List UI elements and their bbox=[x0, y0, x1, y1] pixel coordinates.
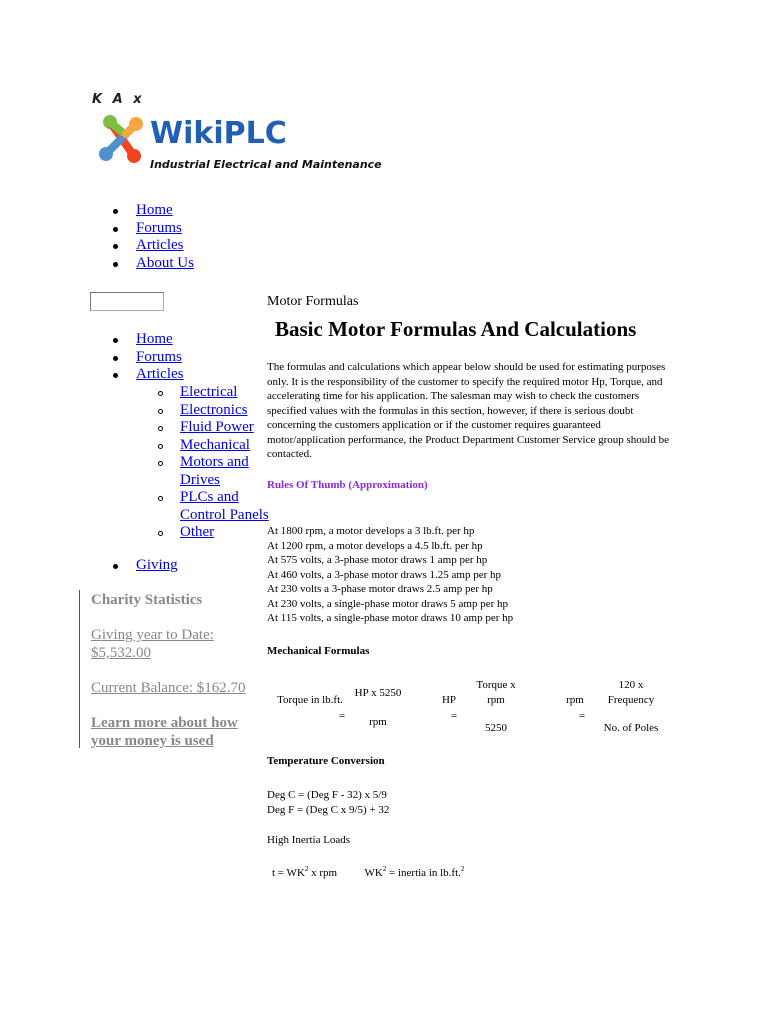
side-nav-item-giving bbox=[136, 557, 178, 575]
bullet-icon bbox=[113, 209, 118, 214]
rpm-numerator-1: 120 x bbox=[618, 679, 644, 691]
side-nav bbox=[136, 331, 266, 384]
learn-more bbox=[91, 714, 261, 750]
top-nav-link-forums[interactable]: Forums bbox=[136, 219, 182, 236]
side-nav-link-articles[interactable]: Articles bbox=[136, 366, 184, 382]
torque-denominator: rpm bbox=[369, 716, 387, 728]
circle-bullet-icon bbox=[158, 444, 163, 449]
current-balance bbox=[91, 679, 261, 697]
top-nav-link-home[interactable]: Home bbox=[136, 202, 173, 218]
logo-tagline: Industrial Electrical and Maintenance bbox=[150, 158, 382, 171]
articles-subnav bbox=[180, 384, 270, 542]
rules-heading: Rules Of Thumb (Approximation) bbox=[267, 479, 428, 491]
side-nav-giving bbox=[136, 557, 178, 575]
t-eq-sup: 2 bbox=[304, 865, 309, 873]
bullet-icon bbox=[113, 227, 118, 232]
rule-line: At 575 volts, a 3-phase motor draws 1 amp per hp bbox=[267, 554, 488, 566]
charity-stats-panel bbox=[79, 590, 261, 748]
side-nav-link-forums[interactable]: Forums bbox=[136, 348, 182, 365]
rule-line: At 230 volts a 3-phase motor draws 2.5 amp per hp bbox=[267, 583, 493, 595]
rpm-denominator: No. of Poles bbox=[603, 722, 659, 734]
rule-line: At 1200 rpm, a motor develops a 4.5 lb.ft. per hp bbox=[267, 539, 483, 552]
page-title: Basic Motor Formulas And Calculations bbox=[275, 317, 637, 341]
rpm-equals: = bbox=[578, 710, 586, 722]
subnav-link-motors[interactable]: Motors and Drives bbox=[180, 454, 249, 488]
rule-line: At 115 volts, a single-phase motor draws 10 amp per hp bbox=[267, 612, 514, 624]
torque-numerator: HP x 5250 bbox=[354, 687, 402, 699]
bullet-icon bbox=[113, 373, 118, 378]
subnav-link-other[interactable]: Other bbox=[180, 524, 215, 540]
hp-numerator-2: rpm bbox=[487, 694, 505, 706]
mechanical-heading: Mechanical Formulas bbox=[267, 645, 370, 657]
intro-paragraph: The formulas and calculations which appear below should be used for estimating purposes only. It is the responsibility of the customer to specify the required motor Hp, Torque, and accelerating time for his application. The salesman may wish to check the customers specified values with the formulas in this section, however, if there is serious doubt concerning the customers application or if the customer requires guaranteed motor/application performance, the Product Department Customer Service group should be contacted. bbox=[267, 361, 669, 460]
wk-suffix: = inertia in lb.ft. bbox=[386, 867, 461, 879]
bullet-icon bbox=[113, 338, 118, 343]
top-nav-link-articles[interactable]: Articles bbox=[136, 237, 184, 253]
circle-bullet-icon bbox=[158, 409, 163, 414]
temperature-formulas bbox=[267, 788, 389, 817]
giving-year-to-date bbox=[91, 626, 261, 662]
top-nav-item-forums bbox=[136, 220, 194, 238]
top-nav bbox=[136, 202, 194, 272]
subnav-link-plcs[interactable]: PLCs and Control Panels bbox=[180, 489, 269, 523]
logo-brand-text: WikiPLC bbox=[150, 116, 287, 151]
torque-label: Torque in lb.ft. bbox=[277, 694, 343, 706]
celsius-formula: Deg C = (Deg F - 32) x 5/9 bbox=[267, 789, 387, 801]
rule-line: At 1800 rpm, a motor develops a 3 lb.ft. per hp bbox=[267, 525, 475, 537]
circle-bullet-icon bbox=[158, 461, 163, 466]
top-nav-item-articles bbox=[136, 237, 194, 255]
top-nav-link-about[interactable]: About Us bbox=[136, 254, 194, 271]
rule-line: At 230 volts, a single-phase motor draws 5 amp per hp bbox=[267, 597, 509, 610]
side-nav-link-home[interactable]: Home bbox=[136, 331, 173, 347]
rpm-label: rpm bbox=[566, 694, 584, 706]
fahrenheit-formula: Deg F = (Deg C x 9/5) + 32 bbox=[267, 803, 390, 816]
subnav-link-electrical[interactable]: Electrical bbox=[180, 384, 238, 400]
hp-equals: = bbox=[450, 710, 458, 722]
learn-more-link[interactable]: Learn more about how your money is used bbox=[91, 715, 238, 749]
subnav-item-electronics bbox=[180, 402, 270, 420]
current-balance-link[interactable]: Current Balance: $162.70 bbox=[91, 680, 246, 696]
subnav-item-motors bbox=[180, 454, 270, 489]
subnav-item-mechanical bbox=[180, 437, 270, 455]
hp-denominator: 5250 bbox=[485, 722, 507, 734]
t-eq-prefix: t = WK bbox=[272, 867, 305, 879]
subnav-link-electronics[interactable]: Electronics bbox=[180, 401, 248, 418]
subnav-link-mechanical[interactable]: Mechanical bbox=[180, 436, 250, 453]
torque-equals: = bbox=[338, 710, 346, 722]
side-nav-item-forums bbox=[136, 349, 266, 367]
bullet-icon bbox=[113, 356, 118, 361]
hp-label: HP bbox=[441, 694, 457, 706]
subnav-item-fluid-power bbox=[180, 419, 270, 437]
circle-bullet-icon bbox=[158, 426, 163, 431]
circle-bullet-icon bbox=[158, 531, 163, 536]
inertia-heading: High Inertia Loads bbox=[267, 834, 351, 846]
top-nav-item-home bbox=[136, 202, 194, 220]
subnav-link-fluid-power[interactable]: Fluid Power bbox=[180, 419, 254, 435]
t-eq-suffix: x rpm bbox=[308, 867, 338, 879]
circle-bullet-icon bbox=[158, 496, 163, 501]
subnav-item-other bbox=[180, 524, 270, 542]
wk-prefix: WK bbox=[364, 867, 383, 879]
charity-title: Charity Statistics bbox=[91, 592, 203, 608]
giving-year-link[interactable]: Giving year to Date: $5,532.00 bbox=[91, 627, 214, 661]
wk-sup-2: 2 bbox=[460, 865, 465, 873]
rules-list bbox=[267, 524, 513, 626]
subnav-item-electrical bbox=[180, 384, 270, 402]
circle-bullet-icon bbox=[158, 391, 163, 396]
bullet-icon bbox=[113, 244, 118, 249]
wk-sup: 2 bbox=[382, 865, 387, 873]
section-label: Motor Formulas bbox=[267, 294, 359, 309]
joomla-style-logo-icon bbox=[92, 110, 152, 170]
bullet-icon bbox=[113, 564, 118, 569]
top-nav-item-about bbox=[136, 255, 194, 273]
hp-numerator-1: Torque x bbox=[476, 679, 516, 691]
search-input[interactable] bbox=[90, 292, 164, 311]
logo-small-text: K A x bbox=[92, 92, 145, 107]
temperature-heading: Temperature Conversion bbox=[267, 755, 385, 767]
side-nav-link-giving[interactable]: Giving bbox=[136, 557, 178, 573]
subnav-item-plcs bbox=[180, 489, 270, 524]
side-nav-item-articles bbox=[136, 366, 266, 384]
rule-line: At 460 volts, a 3-phase motor draws 1.25 amp per hp bbox=[267, 568, 502, 581]
inertia-formula bbox=[272, 867, 464, 879]
bullet-icon bbox=[113, 262, 118, 267]
side-nav-item-home bbox=[136, 331, 266, 349]
rpm-numerator-2: Frequency bbox=[607, 694, 655, 706]
